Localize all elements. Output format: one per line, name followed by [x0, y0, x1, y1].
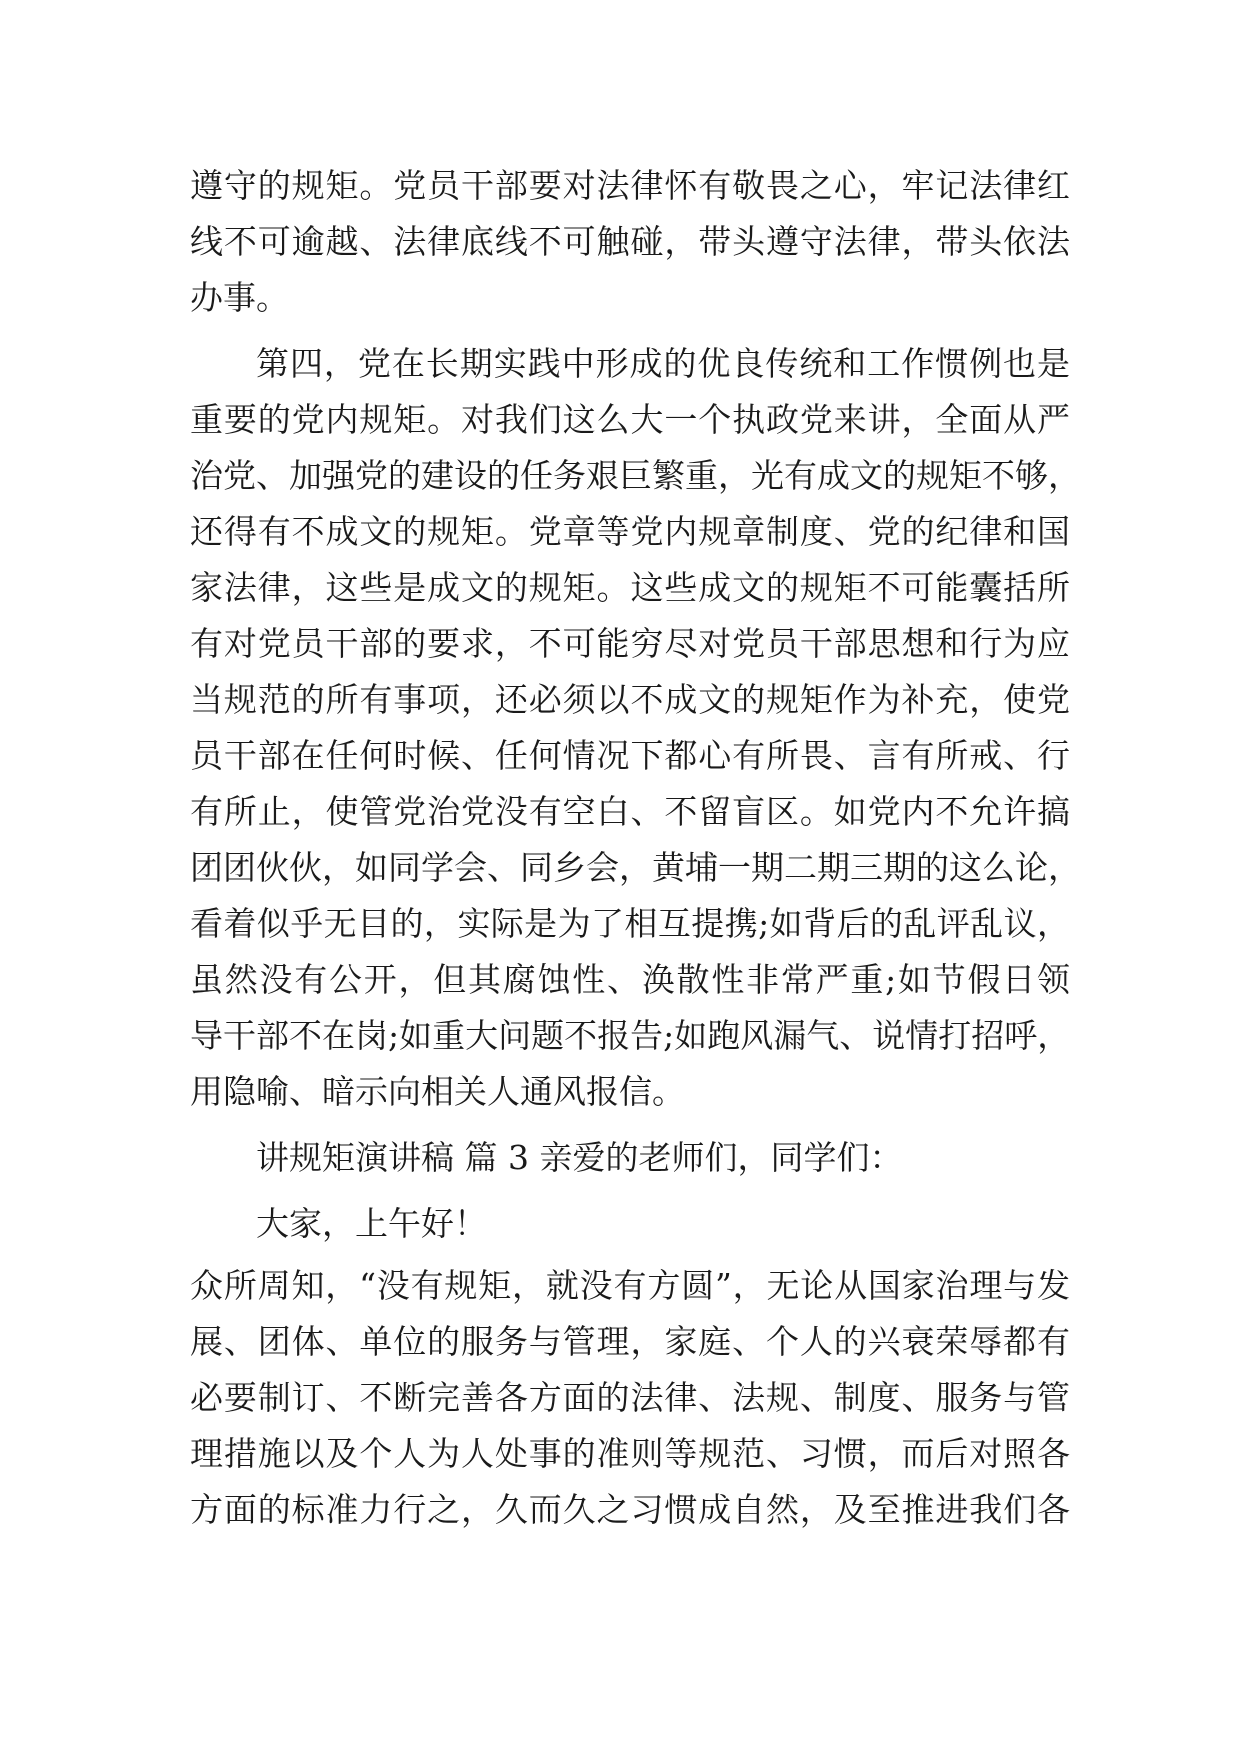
- text-line: 治党、加强党的建设的任务艰巨繁重，光有成文的规矩不够，: [190, 456, 1081, 495]
- text-line: 当规范的所有事项，还必须以不成文的规矩作为补充，使党: [190, 680, 1070, 719]
- text-line: 展、团体、单位的服务与管理，家庭、个人的兴衰荣辱都有: [190, 1322, 1070, 1361]
- speech-heading-line: 讲规矩演讲稿 篇 3 亲爱的老师们，同学们：: [256, 1138, 903, 1177]
- text-line: 有所止，使管党治党没有空白、不留盲区。如党内不允许搞: [190, 792, 1070, 831]
- text-line: 员干部在任何时候、任何情况下都心有所畏、言有所戒、行: [190, 736, 1070, 775]
- text-line: 有对党员干部的要求，不可能穷尽对党员干部思想和行为应: [190, 624, 1070, 663]
- text-line: 重要的党内规矩。对我们这么大一个执政党来讲，全面从严: [190, 400, 1070, 439]
- text-line: 团团伙伙，如同学会、同乡会，黄埔一期二期三期的这么论，: [190, 848, 1081, 887]
- text-line: 还得有不成文的规矩。党章等党内规章制度、党的纪律和国: [190, 512, 1070, 551]
- text-line: 必要制订、不断完善各方面的法律、法规、制度、服务与管: [190, 1378, 1070, 1417]
- text-line: 理措施以及个人为人处事的准则等规范、习惯，而后对照各: [190, 1434, 1070, 1473]
- text-line: 用隐喻、暗示向相关人通风报信。: [190, 1072, 685, 1111]
- greeting-line: 大家，上午好！: [256, 1204, 487, 1243]
- text-line: 家法律，这些是成文的规矩。这些成文的规矩不可能囊括所: [190, 568, 1070, 607]
- text-line: 线不可逾越、法律底线不可触碰，带头遵守法律，带头依法: [190, 222, 1070, 261]
- text-line: 虽然没有公开，但其腐蚀性、涣散性非常严重;如节假日领: [190, 960, 1070, 999]
- text-line: 遵守的规矩。党员干部要对法律怀有敬畏之心，牢记法律红: [190, 166, 1070, 205]
- text-line: 方面的标准力行之，久而久之习惯成自然，及至推进我们各: [190, 1490, 1070, 1529]
- text-line: 众所周知，“没有规矩，就没有方圆”，无论从国家治理与发: [190, 1266, 1070, 1305]
- text-line: 看着似乎无目的，实际是为了相互提携;如背后的乱评乱议，: [190, 904, 1070, 943]
- text-line: 办事。: [190, 278, 289, 317]
- paragraph-start-line: 第四，党在长期实践中形成的优良传统和工作惯例也是: [256, 344, 1070, 383]
- text-line: 导干部不在岗;如重大问题不报告;如跑风漏气、说情打招呼，: [190, 1016, 1071, 1055]
